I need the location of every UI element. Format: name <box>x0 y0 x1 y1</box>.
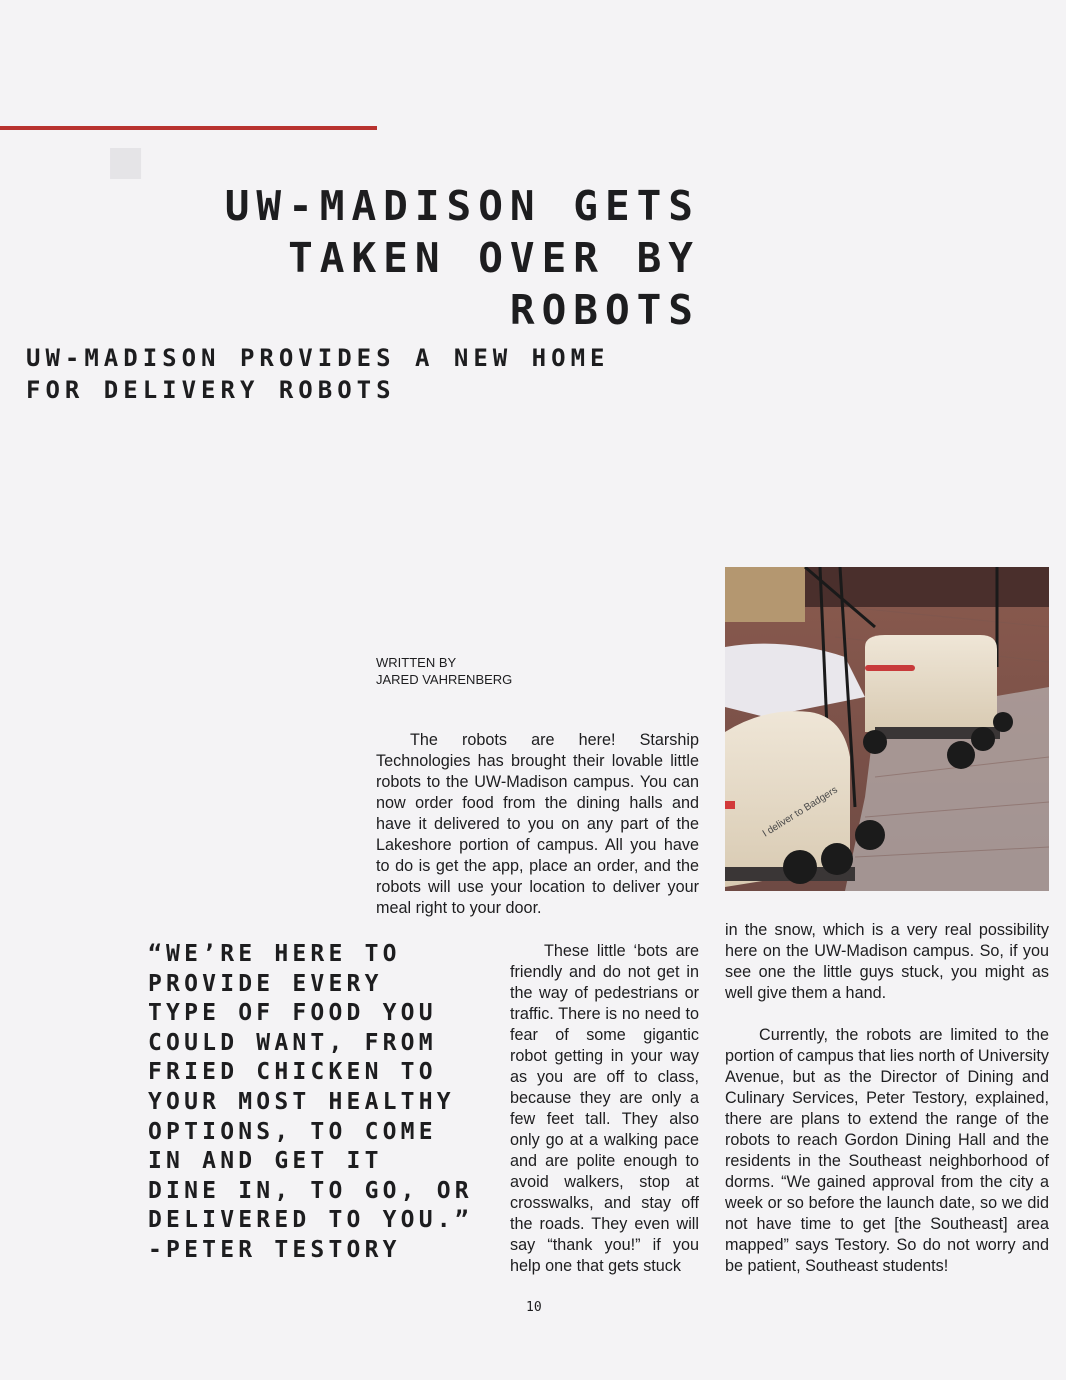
robot-label-text: I deliver to Badgers <box>760 784 840 840</box>
pull-quote-attribution: -PETER TESTORY <box>148 1236 401 1263</box>
article-headline <box>60 180 700 336</box>
byline-author: JARED VAHRENBERG <box>376 672 513 687</box>
pull-quote-line: COULD WANT, FROM <box>148 1029 437 1056</box>
headline-line: UW-MADISON GETS <box>224 182 700 230</box>
headline-line: TAKEN OVER BY <box>288 234 700 282</box>
bleed-through-text: ■ <box>110 130 154 190</box>
body-paragraph: in the snow, which is a very real possibility here on the UW-Madison campus. So, if you see one the little guys stuck, you might as well give them a hand. <box>725 921 1049 1002</box>
page-number: 10 <box>526 1300 542 1315</box>
body-paragraph: Currently, the robots are limited to the portion of campus that lies north of University Avenue, but as the Director of Dining and Culinary Services, Peter Testory, explained, there are plans to extend the range of the robots to reach Gordon Dining Hall and the residents in the Southeast neighborhood of dorms. “We gained approval from the city a week or so before the launch date, so we did not have time to get [the Southeast] area mapped” says Testory. So do not worry and be patient, Southeast students! <box>725 1026 1049 1275</box>
pull-quote-line: YOUR MOST HEALTHY <box>148 1088 455 1115</box>
body-paragraph: The robots are here! Starship Technologies has brought their lovable little robots to the UW-Madison campus. You can now order food from the dining halls and have it delivered to you on any part of the Lakeshore portion of campus. All you have to do is get the app, place an order, and the robots will use your location to deliver your meal right to your door. <box>376 731 699 917</box>
headline-line: ROBOTS <box>509 286 700 334</box>
pull-quote-line: OPTIONS, TO COME <box>148 1118 437 1145</box>
article-subhead <box>26 342 726 406</box>
body-paragraph: These little ‘bots are friendly and do not get in the way of pedestrians or traffic. There is no need to fear of some gigantic robot getting in your way as you are off to class, because they are only a few feet tall. They also only go at a walking pace and are polite enough to avoid walkers, stop at crosswalks, and stay off the roads. They even will say “thank you!” if you help one that gets stuck <box>510 942 699 1275</box>
body-column-right <box>725 920 1049 1277</box>
pull-quote-line: FRIED CHICKEN TO <box>148 1059 437 1086</box>
pull-quote-line: DELIVERED TO YOU.” <box>148 1207 473 1234</box>
pull-quote-line: PROVIDE EVERY <box>148 970 383 997</box>
delivery-robots-photo <box>725 567 1049 891</box>
byline <box>376 654 512 688</box>
subhead-line: UW-MADISON PROVIDES A NEW HOME <box>26 344 610 372</box>
pull-quote-line: “WE’RE HERE TO <box>148 941 401 967</box>
pull-quote-line: TYPE OF FOOD YOU <box>148 1000 437 1027</box>
accent-rule <box>0 126 377 130</box>
pull-quote-line: IN AND GET IT <box>148 1148 383 1175</box>
byline-label: WRITTEN BY <box>376 655 457 670</box>
pull-quote <box>148 940 503 1266</box>
subhead-line: FOR DELIVERY ROBOTS <box>26 376 396 404</box>
pull-quote-line: DINE IN, TO GO, OR <box>148 1177 473 1204</box>
